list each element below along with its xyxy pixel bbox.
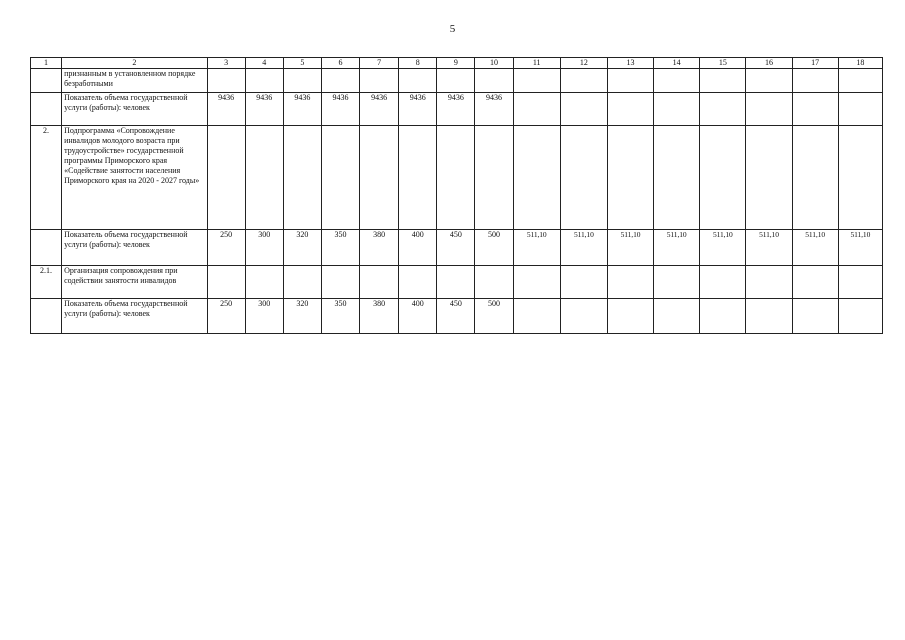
table-row [31,266,883,299]
value-cell [654,93,700,126]
value-cell [207,126,245,230]
header-cell: 4 [245,58,283,69]
value-cell: 500 [475,230,513,266]
value-cell [321,126,359,230]
value-cell [746,266,792,299]
value-cell [700,126,746,230]
value-cell [245,126,283,230]
value-cell: 350 [321,230,359,266]
value-cell [245,266,283,299]
value-cell: 9436 [475,93,513,126]
header-cell: 14 [654,58,700,69]
value-cell [475,126,513,230]
row-description-cell: признанным в установленном порядке безработными [62,69,208,93]
row-description-cell: Показатель объема государственной услуги (работы): человек [62,230,208,266]
header-cell: 16 [746,58,792,69]
value-cell: 9436 [245,93,283,126]
value-cell: 511,10 [838,230,882,266]
value-cell: 511,10 [607,230,653,266]
row-description-cell: Показатель объема государственной услуги (работы): человек [62,93,208,126]
value-cell [513,266,560,299]
header-cell: 6 [321,58,359,69]
value-cell [560,266,607,299]
value-cell: 450 [437,230,475,266]
value-cell: 380 [360,230,399,266]
header-cell: 15 [700,58,746,69]
value-cell [513,93,560,126]
value-cell [607,299,653,334]
value-cell [838,69,882,93]
value-cell: 9436 [437,93,475,126]
value-cell [245,69,283,93]
value-cell [792,299,838,334]
value-cell [838,266,882,299]
value-cell [321,266,359,299]
table-header-row [31,58,883,69]
value-cell [437,266,475,299]
value-cell [399,69,437,93]
value-cell [360,69,399,93]
row-number-cell [31,299,62,334]
data-table [30,57,883,334]
row-description-cell: Подпрограмма «Сопровождение инвалидов молодого возраста при трудоустройстве» государственной программы Приморского края «Содействие занятости населения Приморского края на 2020 - 2027 годы» [62,126,208,230]
table-row [31,230,883,266]
header-cell: 13 [607,58,653,69]
value-cell [792,266,838,299]
value-cell [437,69,475,93]
value-cell [838,93,882,126]
value-cell [321,69,359,93]
table-row [31,69,883,93]
header-cell: 11 [513,58,560,69]
value-cell [283,126,321,230]
value-cell: 511,10 [746,230,792,266]
value-cell [360,126,399,230]
value-cell: 511,10 [792,230,838,266]
value-cell [654,126,700,230]
value-cell [207,69,245,93]
value-cell: 450 [437,299,475,334]
value-cell: 300 [245,299,283,334]
value-cell: 9436 [321,93,359,126]
header-cell: 7 [360,58,399,69]
value-cell [746,126,792,230]
row-number-cell [31,230,62,266]
value-cell: 511,10 [513,230,560,266]
row-number-cell [31,69,62,93]
value-cell: 9436 [283,93,321,126]
value-cell [746,69,792,93]
value-cell: 350 [321,299,359,334]
value-cell [513,69,560,93]
header-cell: 9 [437,58,475,69]
header-cell: 2 [62,58,208,69]
header-cell: 8 [399,58,437,69]
value-cell [283,69,321,93]
header-cell: 17 [792,58,838,69]
value-cell [792,69,838,93]
value-cell [700,299,746,334]
header-cell: 3 [207,58,245,69]
value-cell [607,126,653,230]
value-cell: 250 [207,299,245,334]
value-cell [399,126,437,230]
value-cell [838,126,882,230]
value-cell [360,266,399,299]
value-cell: 511,10 [700,230,746,266]
value-cell [513,126,560,230]
page-number: 5 [449,23,456,35]
table-row [31,93,883,126]
table-row [31,299,883,334]
value-cell: 320 [283,230,321,266]
value-cell: 400 [399,299,437,334]
value-cell: 9436 [207,93,245,126]
value-cell [560,69,607,93]
value-cell [700,69,746,93]
value-cell: 400 [399,230,437,266]
header-cell: 10 [475,58,513,69]
value-cell [437,126,475,230]
value-cell: 500 [475,299,513,334]
value-cell: 511,10 [560,230,607,266]
value-cell [654,299,700,334]
value-cell [746,299,792,334]
row-number-cell: 2. [31,126,62,230]
value-cell [207,266,245,299]
value-cell [560,126,607,230]
value-cell: 380 [360,299,399,334]
value-cell [607,69,653,93]
value-cell [475,266,513,299]
header-cell: 12 [560,58,607,69]
value-cell [700,266,746,299]
value-cell [838,299,882,334]
value-cell [792,126,838,230]
value-cell [607,266,653,299]
row-number-cell: 2.1. [31,266,62,299]
value-cell [607,93,653,126]
header-cell: 5 [283,58,321,69]
value-cell [513,299,560,334]
value-cell [792,93,838,126]
header-cell: 1 [31,58,62,69]
value-cell: 9436 [360,93,399,126]
value-cell [746,93,792,126]
value-cell [399,266,437,299]
value-cell: 300 [245,230,283,266]
value-cell [654,266,700,299]
value-cell [654,69,700,93]
value-cell: 511,10 [654,230,700,266]
table-row [31,126,883,230]
value-cell: 250 [207,230,245,266]
value-cell [560,93,607,126]
value-cell [475,69,513,93]
row-number-cell [31,93,62,126]
value-cell [283,266,321,299]
value-cell: 320 [283,299,321,334]
value-cell [560,299,607,334]
row-description-cell: Организация сопровождения при содействии занятости инвалидов [62,266,208,299]
value-cell: 9436 [399,93,437,126]
row-description-cell: Показатель объема государственной услуги (работы): человек [62,299,208,334]
value-cell [700,93,746,126]
header-cell: 18 [838,58,882,69]
